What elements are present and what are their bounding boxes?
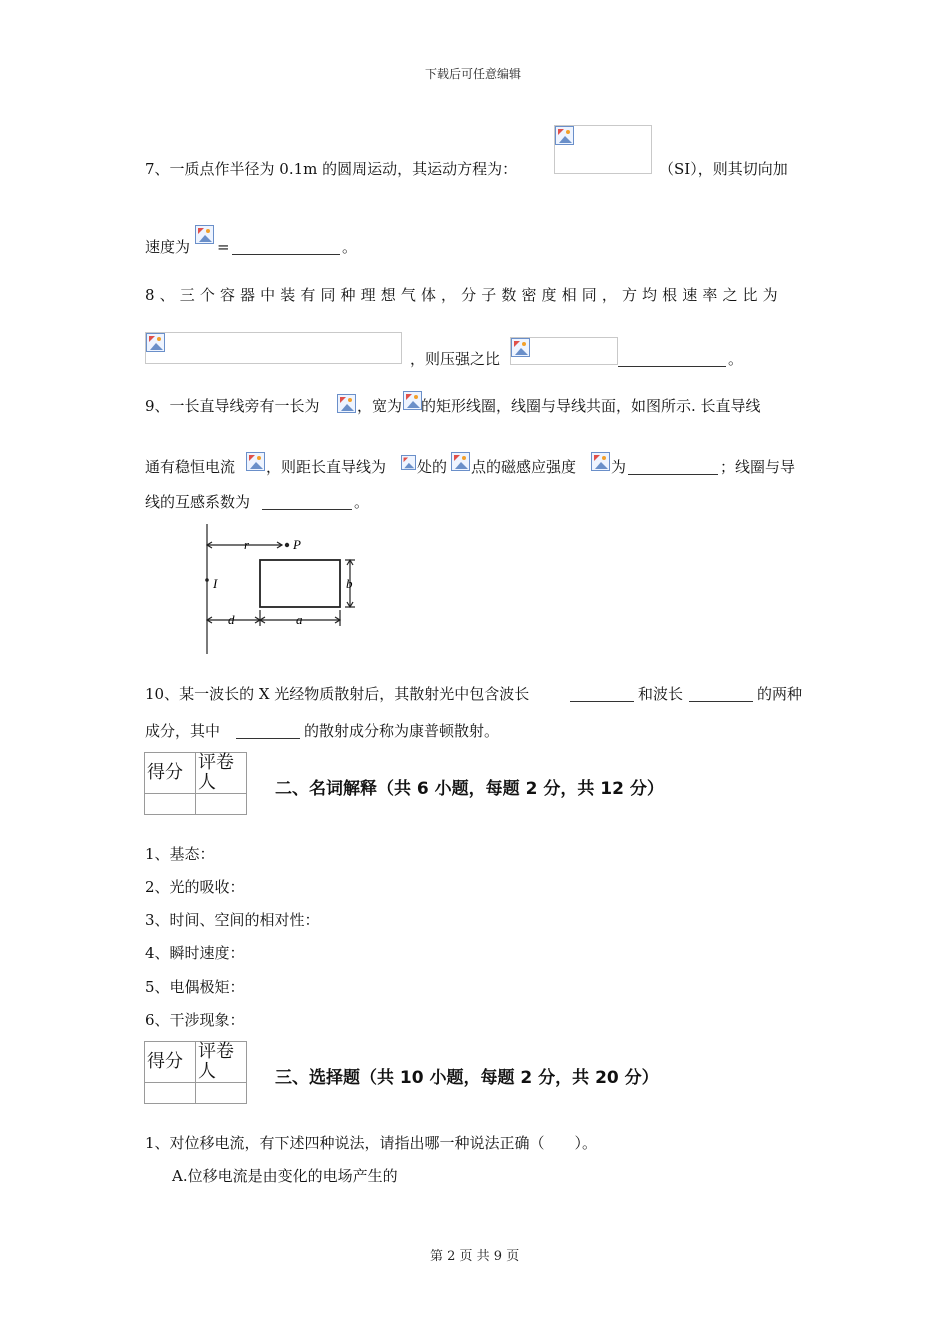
header-note: 下载后可任意编辑: [425, 67, 522, 81]
score-table: [144, 1041, 247, 1104]
q7-line1-b: （SI），则其切向加: [659, 160, 788, 178]
image-placeholder-icon: [401, 455, 416, 470]
q9-b-answer-blank[interactable]: [628, 459, 718, 475]
q10-line2-a: 成分，其中: [145, 722, 221, 740]
term-item: 5、电偶极矩：: [145, 978, 245, 996]
score-cell[interactable]: [145, 1083, 196, 1104]
q10-line1-a: 10、某一波长的 X 光经物质散射后，其散射光中包含波长: [145, 685, 530, 703]
label-b: b: [346, 576, 353, 591]
q9-line2-c: 处的: [417, 458, 448, 476]
q7-line2-a: 速度为: [145, 238, 191, 256]
grader-header: 评卷人: [196, 1042, 247, 1083]
score-table: [144, 752, 247, 815]
grader-cell[interactable]: [196, 794, 247, 815]
q8-line2-b: 。: [728, 350, 744, 368]
section3-title: 三、选择题（共 10 小题，每题 2 分，共 20 分）: [275, 1068, 659, 1088]
score-cell[interactable]: [145, 794, 196, 815]
q10-blank-2[interactable]: [689, 686, 753, 702]
q9-line2-f: ；线圈与导: [720, 458, 796, 476]
term-item: 6、干涉现象：: [145, 1011, 245, 1029]
q8-pressure-image: [510, 337, 618, 365]
wire-loop-figure: [190, 520, 370, 660]
score-header: 得分: [145, 753, 196, 794]
term-item: 2、光的吸收：: [145, 878, 245, 896]
q9-m-answer-blank[interactable]: [262, 494, 352, 510]
label-r: r: [244, 537, 250, 552]
grader-cell[interactable]: [196, 1083, 247, 1104]
grader-header: 评卷人: [196, 753, 247, 794]
image-placeholder-icon: [511, 338, 530, 357]
image-placeholder-icon: [591, 452, 610, 471]
q10-blank-1[interactable]: [570, 686, 634, 702]
q9-line1-c: 的矩形线圈，线圈与导线共面，如图所示. 长直导线: [421, 397, 761, 415]
loop-rect: [260, 560, 340, 607]
q7-answer-blank[interactable]: [232, 239, 340, 255]
image-placeholder-icon: [555, 126, 574, 145]
q9-line1-a: 9、一长直导线旁有一长为: [145, 397, 320, 415]
image-placeholder-icon: [195, 225, 214, 244]
q7-line2-c: 。: [342, 238, 358, 256]
q8-line1: 8、三个容器中装有同种理想气体，分子数密度相同，方均根速率之比为: [145, 286, 783, 304]
q10-line1-b: 和波长: [638, 685, 684, 703]
q9-line2-e: 为: [611, 458, 627, 476]
section2-title: 二、名词解释（共 6 小题，每题 2 分，共 12 分）: [275, 779, 664, 799]
label-P: P: [293, 537, 301, 552]
q8-line2-a: ，则压强之比: [410, 350, 501, 368]
q9-line2-a: 通有稳恒电流: [145, 458, 236, 476]
q10-blank-3[interactable]: [236, 723, 300, 739]
image-placeholder-icon: [246, 452, 265, 471]
image-placeholder-icon: [403, 391, 422, 410]
q9-line3-a: 线的互感系数为: [145, 493, 251, 511]
q10-line1-c: 的两种: [757, 685, 803, 703]
q9-line3-b: 。: [354, 493, 370, 511]
q8-ratio-image: [145, 332, 402, 364]
image-placeholder-icon: [337, 394, 356, 413]
label-d: d: [228, 612, 235, 627]
term-item: 1、基态：: [145, 845, 215, 863]
q7-equation-image: [554, 125, 652, 174]
q7-line1-a: 7、一质点作半径为 0.1m 的圆周运动，其运动方程为：: [145, 160, 518, 178]
image-placeholder-icon: [451, 452, 470, 471]
q9-line1-b: ，宽为: [357, 397, 403, 415]
q9-line2-d: 点的磁感应强度: [471, 458, 577, 476]
q7-equals: =: [217, 238, 230, 256]
q9-line2-b: ，则距长直导线为: [266, 458, 387, 476]
label-I: I: [213, 576, 218, 591]
q10-line2-b: 的散射成分称为康普顿散射。: [304, 722, 500, 740]
image-placeholder-icon: [146, 333, 165, 352]
label-a: a: [296, 612, 303, 627]
score-header: 得分: [145, 1042, 196, 1083]
term-item: 3、时间、空间的相对性：: [145, 911, 320, 929]
choice-option-a[interactable]: A.位移电流是由变化的电场产生的: [172, 1167, 398, 1185]
q8-answer-blank[interactable]: [618, 351, 726, 367]
point-P: [285, 543, 289, 547]
term-item: 4、瞬时速度：: [145, 944, 245, 962]
page-number: 第 2 页 共 9 页: [430, 1249, 520, 1264]
choice-question: 1、对位移电流，有下述四种说法，请指出哪一种说法正确（ ）。: [145, 1134, 598, 1152]
